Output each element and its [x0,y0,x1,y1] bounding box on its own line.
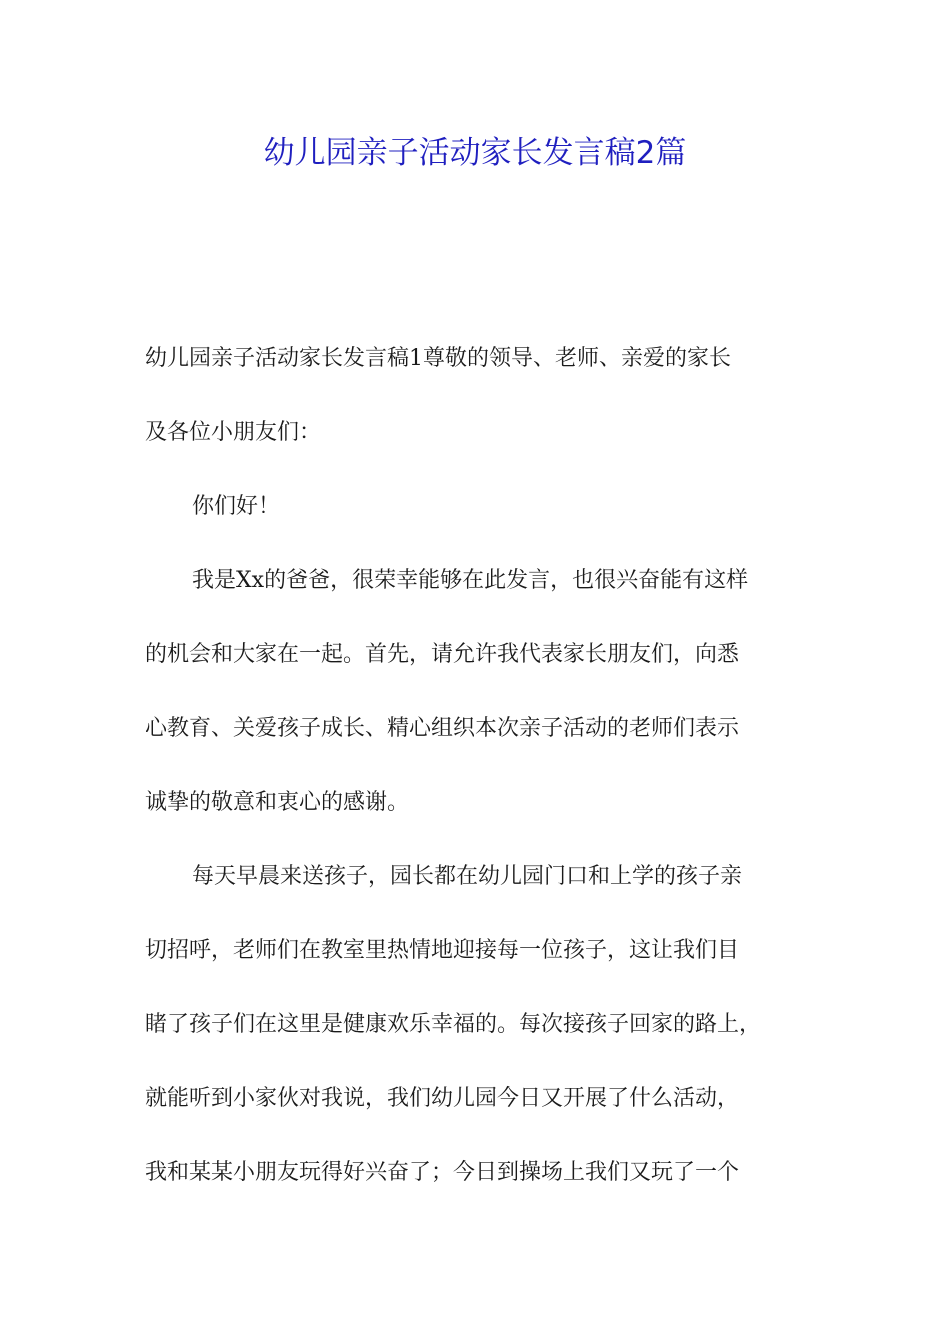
document-title: 幼儿园亲子活动家长发言稿2篇 [263,135,687,171]
body-line: 就能听到小家伙对我说，我们幼儿园今日又开展了什么活动， [145,1086,740,1111]
body-line: 的机会和大家在一起。首先，请允许我代表家长朋友们，向悉 [145,642,740,667]
body-line: 我是Xx的爸爸，很荣幸能够在此发言，也很兴奋能有这样 [192,568,749,593]
document-body [145,337,810,1225]
body-line: 我和某某小朋友玩得好兴奋了；今日到操场上我们又玩了一个 [145,1160,740,1185]
body-line: 每天早晨来送孩子，园长都在幼儿园门口和上学的孩子亲 [192,864,743,889]
body-line: 幼儿园亲子活动家长发言稿1尊敬的领导、老师、亲爱的家长 [145,346,731,371]
body-line: 睹了孩子们在这里是健康欢乐幸福的。每次接孩子回家的路上， [145,1012,762,1037]
body-line: 诚挚的敬意和衷心的感谢。 [145,790,410,815]
body-line: 及各位小朋友们： [145,420,322,445]
body-line: 心教育、关爱孩子成长、精心组织本次亲子活动的老师们表示 [145,716,740,741]
body-line: 你们好！ [192,494,281,519]
body-line: 切招呼，老师们在教室里热情地迎接每一位孩子，这让我们目 [145,938,740,963]
